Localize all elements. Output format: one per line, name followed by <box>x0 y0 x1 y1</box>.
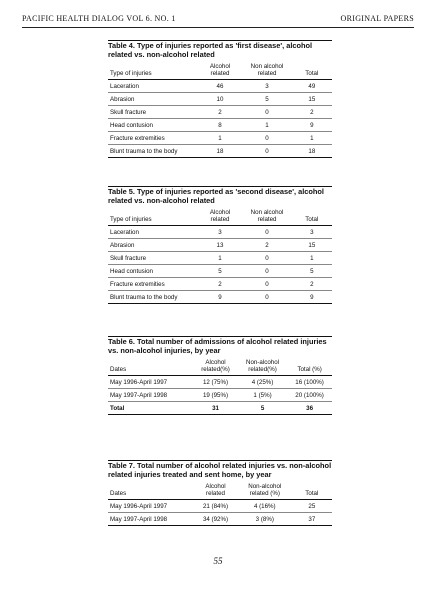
cell: Abrasion <box>108 239 198 252</box>
cell: 3 <box>292 226 332 239</box>
table-header-row <box>108 481 332 500</box>
cell: 31 <box>193 402 238 415</box>
table-row <box>108 80 332 93</box>
cell: Laceration <box>108 226 198 239</box>
column-header: Non-alcohol related(%) <box>238 357 287 376</box>
cell: 1 <box>198 252 243 265</box>
section-name: ORIGINAL PAPERS <box>340 14 414 23</box>
table-row <box>108 376 332 389</box>
table-row <box>108 226 332 239</box>
table-row <box>108 93 332 106</box>
cell: May 1996-April 1997 <box>108 500 193 513</box>
column-header: Total (%) <box>287 357 332 376</box>
cell: 13 <box>198 239 243 252</box>
column-header: Dates <box>108 481 193 500</box>
journal-name: PACIFIC HEALTH DIALOG VOL 6. NO. 1 <box>22 14 176 23</box>
cell: Fracture extremities <box>108 132 198 145</box>
cell: Head contusion <box>108 265 198 278</box>
cell: 3 (8%) <box>238 513 292 526</box>
column-header: Non alcohol related <box>242 61 291 80</box>
cell: 0 <box>242 226 291 239</box>
cell: 3 <box>198 226 243 239</box>
cell: 37 <box>292 513 332 526</box>
table-header-row <box>108 61 332 80</box>
table-row <box>108 145 332 158</box>
column-header: Alcohol related <box>193 481 238 500</box>
table-title: Table 5. Type of injuries reported as 'second disease', alcohol related vs. non-alcohol related <box>108 187 324 205</box>
table-total-row <box>108 402 332 415</box>
cell: 5 <box>292 265 332 278</box>
cell: 46 <box>198 80 243 93</box>
column-header: Alcohol related <box>198 61 243 80</box>
cell: 49 <box>292 80 332 93</box>
table-4-grid <box>108 61 332 158</box>
cell: 21 (84%) <box>193 500 238 513</box>
cell: Skull fracture <box>108 106 198 119</box>
table-header-row <box>108 207 332 226</box>
cell: 0 <box>242 132 291 145</box>
cell: 1 (5%) <box>238 389 287 402</box>
column-header: Alcohol related(%) <box>193 357 238 376</box>
cell: 5 <box>242 93 291 106</box>
cell: Blunt trauma to the body <box>108 291 198 304</box>
cell: 1 <box>198 132 243 145</box>
cell: 8 <box>198 119 243 132</box>
column-header: Total <box>292 61 332 80</box>
table-row <box>108 106 332 119</box>
cell: 5 <box>198 265 243 278</box>
table-row <box>108 389 332 402</box>
table-6-grid <box>108 357 332 415</box>
cell: 12 (75%) <box>193 376 238 389</box>
cell: 9 <box>292 291 332 304</box>
column-header: Type of injuries <box>108 61 198 80</box>
cell: 0 <box>242 145 291 158</box>
cell: 0 <box>242 291 291 304</box>
table-row <box>108 265 332 278</box>
cell: 2 <box>198 106 243 119</box>
running-header <box>22 14 414 26</box>
table-6 <box>108 336 332 415</box>
cell: 1 <box>292 252 332 265</box>
cell: 20 (100%) <box>287 389 332 402</box>
table-header-row <box>108 357 332 376</box>
cell: Fracture extremities <box>108 278 198 291</box>
cell: 18 <box>292 145 332 158</box>
table-row <box>108 252 332 265</box>
column-header: Total <box>292 207 332 226</box>
table-row <box>108 291 332 304</box>
column-header: Dates <box>108 357 193 376</box>
cell: 2 <box>292 278 332 291</box>
cell: 34 (92%) <box>193 513 238 526</box>
cell: Skull fracture <box>108 252 198 265</box>
cell: May 1997-April 1998 <box>108 389 193 402</box>
cell: 16 (100%) <box>287 376 332 389</box>
column-header: Total <box>292 481 332 500</box>
cell: 18 <box>198 145 243 158</box>
table-title: Table 6. Total number of admissions of alcohol related injuries vs. non-alcohol injuries, by year <box>108 337 327 355</box>
table-row <box>108 278 332 291</box>
cell: 0 <box>242 265 291 278</box>
cell: 2 <box>198 278 243 291</box>
cell: 25 <box>292 500 332 513</box>
table-title: Table 7. Total number of alcohol related injuries vs. non-alcohol related injuries treated and sent home, by year <box>108 461 332 479</box>
page-number: 55 <box>213 556 223 566</box>
cell: May 1996-April 1997 <box>108 376 193 389</box>
cell: May 1997-April 1998 <box>108 513 193 526</box>
cell: Head contusion <box>108 119 198 132</box>
cell: 0 <box>242 252 291 265</box>
cell: 4 (25%) <box>238 376 287 389</box>
table-row <box>108 132 332 145</box>
cell: 0 <box>242 278 291 291</box>
table-5-grid <box>108 207 332 304</box>
column-header: Non-alcohol related (%) <box>238 481 292 500</box>
cell: 9 <box>198 291 243 304</box>
column-header: Alcohol related <box>198 207 243 226</box>
column-header: Non alcohol related <box>242 207 291 226</box>
cell: 9 <box>292 119 332 132</box>
cell: Laceration <box>108 80 198 93</box>
cell: 1 <box>242 119 291 132</box>
table-7 <box>108 460 332 526</box>
cell: 2 <box>292 106 332 119</box>
cell: 36 <box>287 402 332 415</box>
cell: 0 <box>242 106 291 119</box>
table-5 <box>108 186 332 304</box>
table-row <box>108 119 332 132</box>
cell: 19 (95%) <box>193 389 238 402</box>
cell: Blunt trauma to the body <box>108 145 198 158</box>
cell: 3 <box>242 80 291 93</box>
table-row <box>108 513 332 526</box>
cell: 15 <box>292 239 332 252</box>
column-header: Type of injuries <box>108 207 198 226</box>
table-title: Table 4. Type of injuries reported as 'first disease', alcohol related vs. non-alcohol related <box>108 41 313 59</box>
table-row <box>108 239 332 252</box>
cell: 4 (16%) <box>238 500 292 513</box>
table-7-grid <box>108 481 332 526</box>
cell: 5 <box>238 402 287 415</box>
table-row <box>108 500 332 513</box>
cell: 15 <box>292 93 332 106</box>
cell: 1 <box>292 132 332 145</box>
cell: 10 <box>198 93 243 106</box>
table-4 <box>108 40 332 158</box>
cell: Abrasion <box>108 93 198 106</box>
cell: 2 <box>242 239 291 252</box>
header-rule <box>22 27 414 28</box>
cell: Total <box>108 402 193 415</box>
